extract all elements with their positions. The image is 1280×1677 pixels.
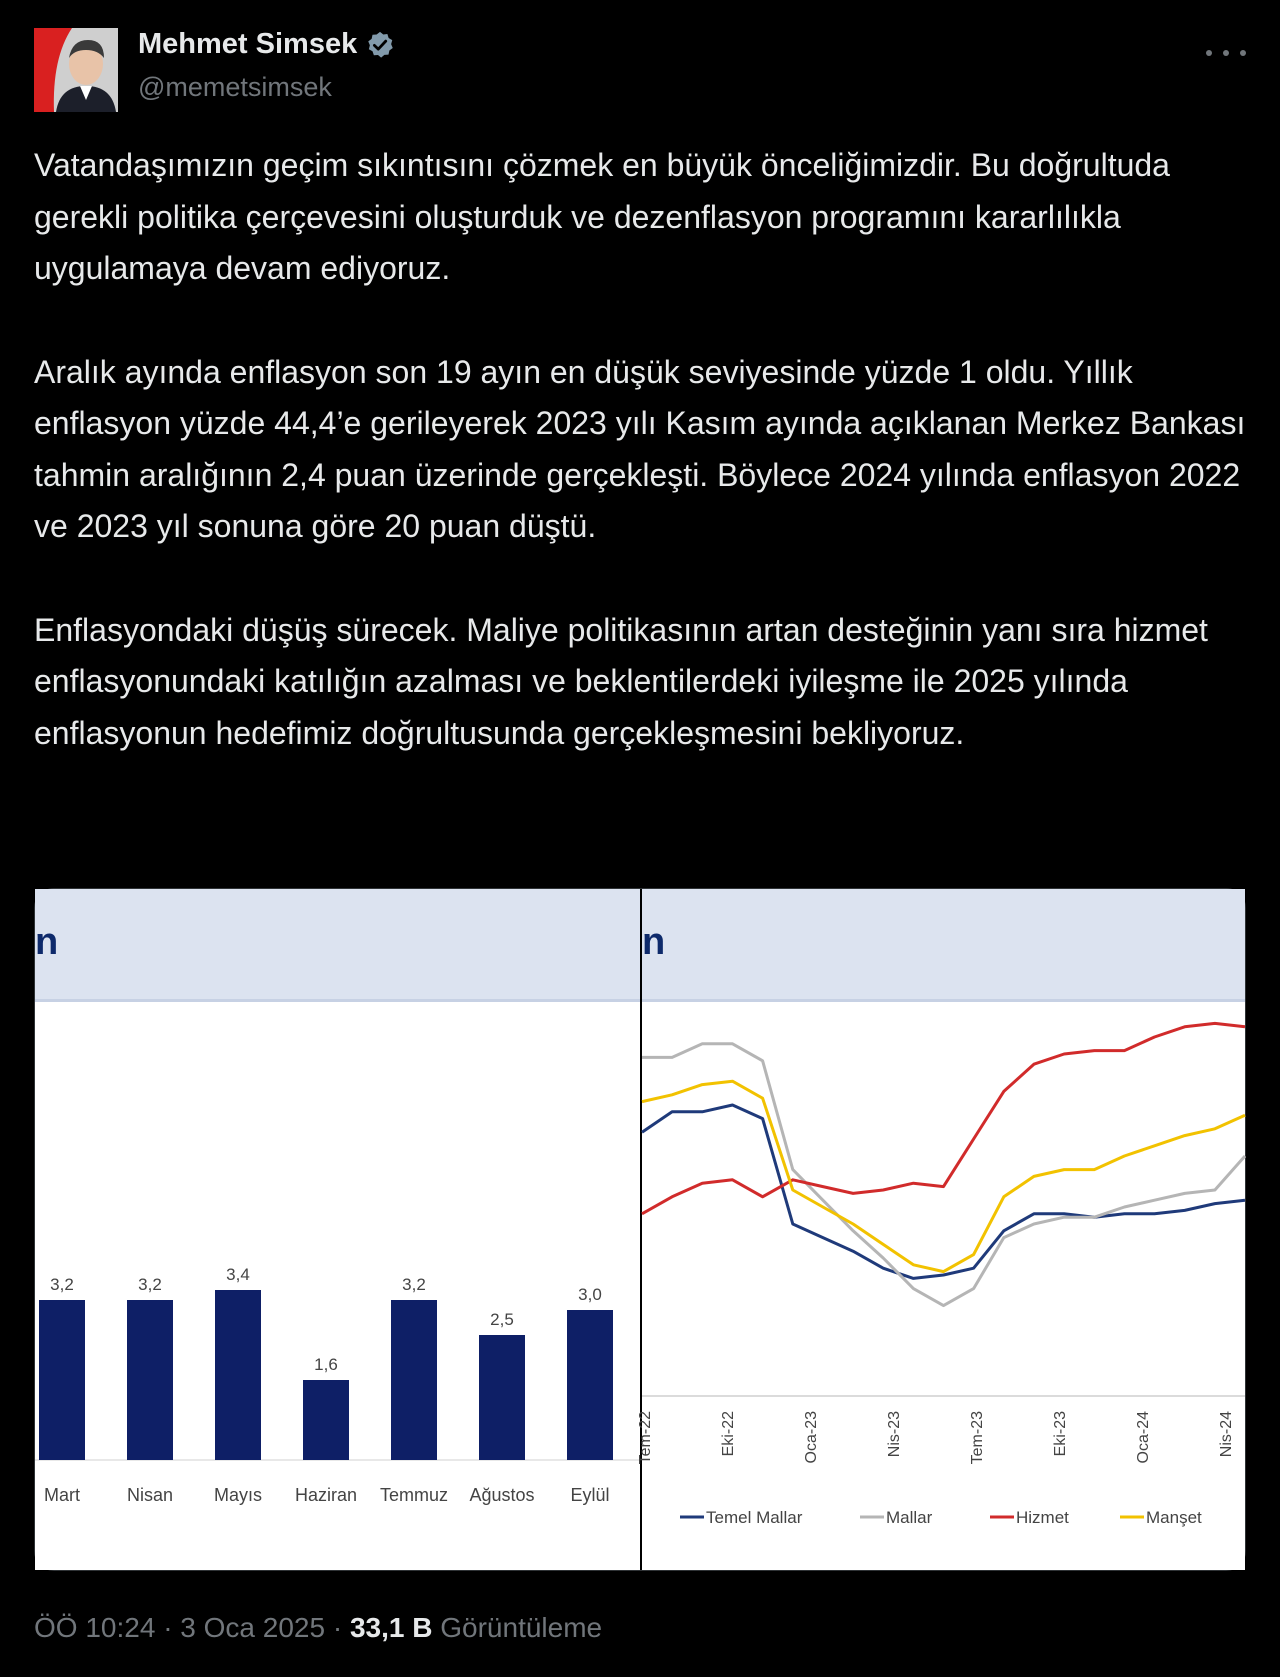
profile-photo-icon [34, 28, 118, 112]
legend-label: Manşet [1146, 1508, 1202, 1527]
media-image-left[interactable] [35, 889, 640, 1570]
tweet-text [34, 140, 1254, 811]
x-tick-label: Tem-22 [637, 1411, 654, 1465]
bar-category-label: Mart [44, 1485, 80, 1505]
tweet-footer [34, 1612, 602, 1644]
bar-3 [215, 1290, 261, 1460]
name-row [138, 28, 395, 61]
bar-value-label: 3,2 [402, 1275, 426, 1294]
series-line-1 [642, 1105, 1245, 1278]
view-count: 33,1 B [349, 1612, 433, 1643]
slide-title: n [642, 921, 666, 963]
handle[interactable]: @memetsimsek [138, 72, 332, 102]
x-tick-label: Oca-24 [1135, 1411, 1152, 1464]
footer-separator: · [332, 1612, 343, 1643]
verified-badge-icon [365, 30, 395, 60]
x-tick-label: Nis-23 [886, 1411, 903, 1458]
tweet-header [34, 24, 1246, 110]
line-chart [637, 889, 1245, 1570]
bar-4 [303, 1380, 349, 1460]
tweet-paragraph: Enflasyondaki düşüş sürecek. Maliye politikasının artan desteğinin yanı sıra hizmet enflasyonundaki katılığın azalması ve beklentilerdeki iyileşme ile 2025 yılında enflasyonun hedefimiz doğrultusunda gerçekleşmesini bekliyoruz. [34, 611, 1208, 751]
media-image-right[interactable] [637, 889, 1245, 1570]
display-name[interactable]: Mehmet Simsek [138, 28, 358, 60]
footer-separator: · [163, 1612, 173, 1643]
avatar[interactable] [34, 28, 118, 112]
bar-2 [127, 1300, 173, 1460]
bar-value-label: 3,0 [578, 1285, 602, 1304]
legend-label: Mallar [886, 1508, 933, 1527]
tweet-date[interactable]: 3 Oca 2025 [180, 1612, 326, 1643]
x-tick-label: Nis-24 [1218, 1411, 1235, 1458]
bar-7 [567, 1310, 613, 1460]
bar-category-label: Temmuz [379, 1485, 449, 1505]
tweet-paragraph: Aralık ayında enflasyon son 19 ayın en düşük seviyesinde yüzde 1 oldu. Yıllık enflasyon yüzde 44,4’e gerileyerek 2023 yılı Kasım ayında açıklanan Merkez Bankası tahmin aralığının 2,4 puan üzerinde gerçekleşti. Böylece 2024 yılında enflasyon 2022 ve 2023 yıl sonuna göre 20 puan düştü. [34, 353, 1246, 544]
bar-category-label: Ağustos [469, 1485, 535, 1505]
tweet-time[interactable]: ÖÖ 10:24 [34, 1612, 156, 1643]
view-label: Görüntüleme [440, 1612, 603, 1643]
x-tick-label: Oca-23 [803, 1411, 820, 1464]
bar-category-label: Haziran [294, 1485, 358, 1505]
bar-chart [35, 889, 640, 1570]
bar-value-label: 1,6 [314, 1355, 338, 1374]
bar-value-label: 3,4 [226, 1265, 250, 1284]
bar-6 [479, 1335, 525, 1460]
tweet-media[interactable] [34, 888, 1246, 1571]
series-line-2 [642, 1044, 1245, 1306]
bar-5 [391, 1300, 437, 1460]
x-tick-label: Tem-23 [969, 1411, 986, 1465]
bar-category-label: Nisan [126, 1485, 174, 1505]
x-tick-label: Eki-22 [720, 1411, 737, 1457]
bar-value-label: 2,5 [490, 1310, 514, 1329]
bar-value-label: 3,2 [138, 1275, 162, 1294]
tweet-paragraph: Vatandaşımızın geçim sıkıntısını çözmek en büyük önceliğimizdir. Bu doğrultuda gerekli politika çerçevesini oluşturduk ve dezenflasyon programını kararlılıkla uygulamaya devam ediyoruz. [34, 147, 1170, 286]
bar-1 [39, 1300, 85, 1460]
bar-category-label: Mayıs [213, 1485, 263, 1505]
bar-category-label: Eylül [570, 1485, 610, 1505]
slide-title: n [35, 921, 59, 963]
x-tick-label: Eki-23 [1052, 1411, 1069, 1457]
series-line-4 [642, 1081, 1245, 1271]
more-options-icon[interactable] [1206, 38, 1246, 68]
bar-value-label: 3,2 [50, 1275, 74, 1294]
series-line-3 [642, 1023, 1245, 1213]
legend-label: Temel Mallar [706, 1508, 803, 1527]
legend-label: Hizmet [1016, 1508, 1069, 1527]
